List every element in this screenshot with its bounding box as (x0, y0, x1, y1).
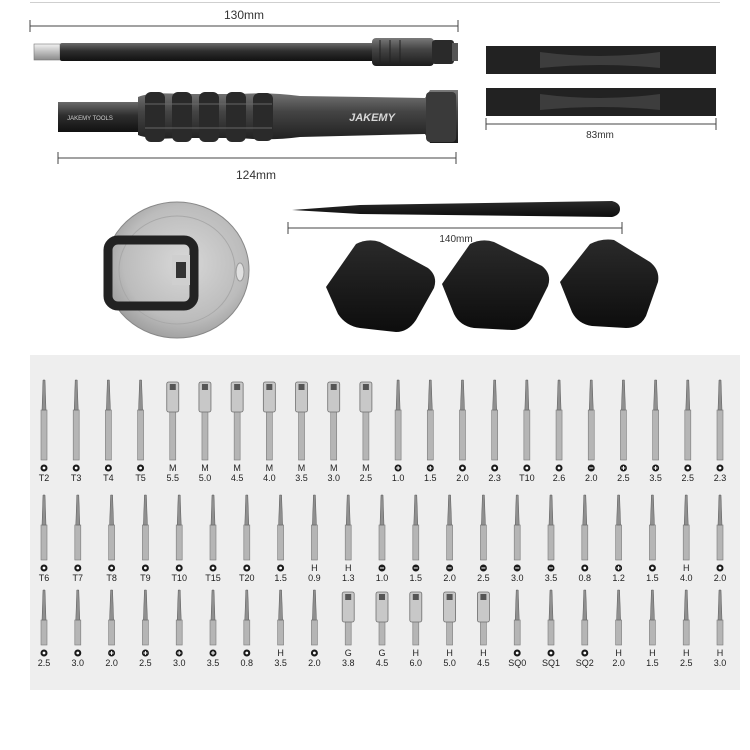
bit-2-3 (106, 495, 117, 583)
bit-1-22 (714, 380, 727, 483)
bit-label: H (682, 563, 690, 573)
bit-label: 0.8 (240, 658, 254, 668)
bit-label: H (480, 648, 487, 658)
bit-2-8 (274, 495, 287, 583)
bit-2-18 (612, 495, 625, 583)
dimension-line-124 (58, 152, 456, 164)
bit-2-10 (342, 495, 355, 583)
spudger-top (486, 46, 716, 74)
bit-label: 2.6 (552, 473, 566, 483)
bit-label: 2.5 (617, 473, 630, 483)
opening-pick-1 (326, 240, 435, 332)
bit-mark-icon (717, 565, 724, 572)
bit-label: T10 (171, 573, 187, 583)
bit-mark-icon (41, 650, 48, 657)
bit-3-4 (139, 590, 152, 668)
bit-mark-icon (243, 565, 250, 572)
bit-3-16 (542, 590, 560, 668)
bit-label: M (265, 463, 274, 473)
bit-label: T10 (519, 473, 535, 483)
dim-label-140: 140mm (439, 234, 473, 245)
handle-side-text: JAKEMY TOOLS (67, 116, 113, 122)
bit-label: T6 (38, 573, 50, 583)
bit-1-11 (360, 382, 373, 483)
bit-mark-icon (427, 465, 434, 472)
bit-2-14 (477, 495, 490, 583)
bit-mark-icon (412, 565, 419, 572)
bit-label: 1.5 (424, 473, 437, 483)
bit-3-11 (376, 592, 389, 668)
bit-mark-icon (311, 650, 318, 657)
bit-2-20 (680, 495, 693, 583)
bit-mark-icon (142, 565, 149, 572)
bit-label: 1.0 (391, 473, 405, 483)
bit-mark-icon (717, 465, 724, 472)
bit-label: 2.5 (37, 658, 51, 668)
bit-label: 3.8 (341, 658, 355, 668)
bit-label: 3.0 (172, 658, 186, 668)
bit-3-13 (443, 592, 456, 668)
bit-3-14 (477, 592, 490, 668)
bit-mark-icon (137, 465, 144, 472)
bit-1-4 (135, 380, 146, 483)
bit-1-20 (649, 380, 662, 483)
bit-label: H (649, 648, 656, 658)
bit-label: 4.0 (263, 473, 276, 483)
tools-illustration (0, 0, 750, 355)
bit-label: 2.5 (679, 658, 693, 668)
bit-label: 2.0 (713, 573, 727, 583)
bit-mark-icon (41, 465, 48, 472)
bit-mark-icon (480, 565, 487, 572)
bit-1-6 (199, 382, 212, 483)
bit-3-18 (612, 590, 625, 668)
bit-label: 3.5 (295, 473, 308, 483)
dimension-line-140 (288, 222, 622, 234)
bit-3-10 (342, 592, 355, 668)
bit-label: M (233, 463, 241, 473)
bit-label: H (682, 648, 690, 658)
bit-mark-icon (514, 565, 521, 572)
bit-1-12 (392, 380, 405, 483)
bit-label: M (297, 463, 306, 473)
extension-driver (34, 38, 458, 66)
bit-label: 4.5 (477, 658, 490, 668)
bit-mark-icon (615, 565, 622, 572)
bit-1-5 (167, 382, 180, 483)
bit-label: 4.0 (679, 573, 693, 583)
tweezers (292, 201, 620, 217)
bit-3-15 (508, 590, 526, 668)
handle-brand: JAKEMY (349, 112, 395, 124)
bit-label: 3.5 (274, 658, 287, 668)
bit-label: T20 (239, 573, 255, 583)
bit-label: 0.9 (308, 573, 321, 583)
bit-mark-icon (73, 465, 80, 472)
suction-cup (105, 202, 249, 338)
bit-1-7 (231, 382, 244, 483)
bit-label: 6.0 (409, 658, 423, 668)
bit-label: 2.5 (139, 658, 152, 668)
bit-label: 5.5 (166, 473, 180, 483)
bit-label: 2.5 (359, 473, 373, 483)
bit-label: T2 (38, 473, 50, 483)
bit-label: 1.3 (341, 573, 355, 583)
bit-mark-icon (277, 565, 284, 572)
bit-label: 2.5 (681, 473, 695, 483)
bit-mark-icon (395, 465, 402, 472)
bit-1-8 (263, 382, 276, 483)
bit-mark-icon (176, 650, 183, 657)
bit-mark-icon (74, 565, 81, 572)
bit-mark-icon (74, 650, 81, 657)
bit-label: G (344, 648, 352, 658)
bit-label: 0.8 (578, 573, 592, 583)
bit-3-2 (72, 590, 85, 668)
bit-1-19 (617, 380, 630, 483)
bit-label: 3.0 (713, 658, 727, 668)
bit-label: T8 (106, 573, 117, 583)
bit-3-9 (308, 590, 321, 668)
bit-label: 2.0 (443, 573, 456, 583)
bit-1-9 (295, 382, 308, 483)
bit-3-7 (241, 590, 254, 668)
bit-label: 2.3 (488, 473, 501, 483)
bits-svg (30, 355, 740, 690)
bit-label: H (277, 648, 284, 658)
bit-mark-icon (379, 565, 386, 572)
bit-label: 4.5 (375, 658, 389, 668)
bit-label: T15 (205, 573, 221, 583)
bit-2-12 (410, 495, 423, 583)
bit-label: SQ1 (541, 658, 561, 668)
bit-mark-icon (142, 650, 149, 657)
bit-3-8 (274, 590, 287, 668)
bit-mark-icon (105, 465, 112, 472)
spudger-bottom (486, 88, 716, 116)
bit-2-1 (39, 495, 50, 583)
bit-mark-icon (581, 650, 588, 657)
bit-2-4 (140, 495, 151, 583)
bit-label: 2.5 (477, 573, 490, 583)
bit-label: 3.5 (206, 658, 220, 668)
bit-label: M (329, 463, 338, 473)
bit-2-5 (171, 495, 187, 583)
bit-label: H (615, 648, 622, 658)
bit-mark-icon (652, 465, 659, 472)
bit-label: T7 (72, 573, 84, 583)
bit-label: H (716, 648, 724, 658)
bit-label: T9 (140, 573, 151, 583)
bit-label: 3.0 (327, 473, 340, 483)
opening-pick-2 (442, 240, 549, 330)
bit-2-2 (73, 495, 84, 583)
bit-label: H (311, 563, 318, 573)
bit-3-17 (576, 590, 594, 668)
bit-mark-icon (548, 650, 555, 657)
bit-label: 2.0 (308, 658, 321, 668)
bit-label: M (201, 463, 209, 473)
bit-2-7 (239, 495, 255, 583)
bit-label: M (169, 463, 177, 473)
bit-1-14 (456, 380, 469, 483)
bit-mark-icon (41, 565, 48, 572)
bit-3-6 (207, 590, 220, 668)
bit-mark-icon (556, 465, 563, 472)
bit-mark-icon (581, 565, 588, 572)
bit-label: G (378, 648, 386, 658)
bit-label: 5.0 (198, 473, 212, 483)
bit-mark-icon (620, 465, 627, 472)
bit-3-12 (410, 592, 423, 668)
bit-1-1 (39, 380, 50, 483)
bit-label: 2.0 (456, 473, 469, 483)
bit-label: T5 (135, 473, 146, 483)
bit-3-19 (646, 590, 659, 668)
bit-label: 1.5 (409, 573, 423, 583)
bit-mark-icon (588, 465, 595, 472)
bit-mark-icon (649, 565, 656, 572)
bits-panel (30, 355, 740, 690)
bit-1-17 (553, 380, 566, 483)
bit-2-13 (443, 495, 456, 583)
bit-label: 3.5 (649, 473, 662, 483)
bit-mark-icon (243, 650, 250, 657)
bit-label: H (344, 563, 352, 573)
bit-3-20 (680, 590, 693, 668)
bit-label: SQ0 (508, 658, 527, 668)
bit-label: H (446, 648, 453, 658)
bit-1-10 (327, 382, 340, 483)
bit-mark-icon (108, 650, 115, 657)
bit-1-2 (71, 380, 82, 483)
bit-label: 4.5 (230, 473, 244, 483)
dimension-line-83 (486, 118, 716, 130)
bit-mark-icon (176, 565, 183, 572)
bit-label: 1.5 (646, 658, 659, 668)
bit-label: 5.0 (443, 658, 456, 668)
bit-label: 2.0 (612, 658, 625, 668)
bit-3-21 (714, 590, 727, 668)
dim-label-83: 83mm (586, 130, 614, 141)
dim-label-130: 130mm (223, 8, 265, 22)
bit-label: SQ2 (575, 658, 594, 668)
dim-label-124: 124mm (235, 168, 277, 182)
bit-label: 1.2 (612, 573, 625, 583)
bit-mark-icon (491, 465, 498, 472)
bit-label: T4 (103, 473, 114, 483)
bit-2-11 (376, 495, 389, 583)
bit-mark-icon (108, 565, 115, 572)
bit-label: 3.0 (71, 658, 85, 668)
bit-2-15 (511, 495, 524, 583)
bit-label: 1.0 (375, 573, 389, 583)
bit-mark-icon (446, 565, 453, 572)
bit-1-21 (682, 380, 695, 483)
bit-label: 3.0 (510, 573, 524, 583)
bit-label: 2.0 (584, 473, 598, 483)
bit-label: 1.5 (646, 573, 659, 583)
bit-1-3 (103, 380, 114, 483)
bit-label: T3 (70, 473, 82, 483)
bit-mark-icon (210, 565, 217, 572)
bit-mark-icon (548, 565, 555, 572)
bit-mark-icon (684, 465, 691, 472)
bit-mark-icon (523, 465, 530, 472)
bit-label: 2.0 (105, 658, 118, 668)
bit-3-5 (173, 590, 186, 668)
bit-1-16 (519, 380, 535, 483)
opening-pick-3 (560, 240, 658, 329)
bit-label: H (412, 648, 420, 658)
bit-mark-icon (514, 650, 521, 657)
bit-mark-icon (459, 465, 466, 472)
bit-2-21 (714, 495, 727, 583)
bit-label: 2.3 (713, 473, 727, 483)
bit-2-19 (646, 495, 659, 583)
bit-mark-icon (210, 650, 217, 657)
bit-3-3 (105, 590, 118, 668)
bit-label: M (362, 463, 370, 473)
bit-1-13 (424, 380, 437, 483)
bit-2-16 (545, 495, 558, 583)
bit-label: 1.5 (274, 573, 287, 583)
bit-1-18 (585, 380, 598, 483)
screwdriver-handle (58, 90, 458, 143)
bit-2-6 (205, 495, 221, 583)
bit-2-9 (308, 495, 321, 583)
bit-3-1 (38, 590, 51, 668)
bit-2-17 (579, 495, 592, 583)
bit-label: 3.5 (544, 573, 558, 583)
bit-1-15 (488, 380, 501, 483)
